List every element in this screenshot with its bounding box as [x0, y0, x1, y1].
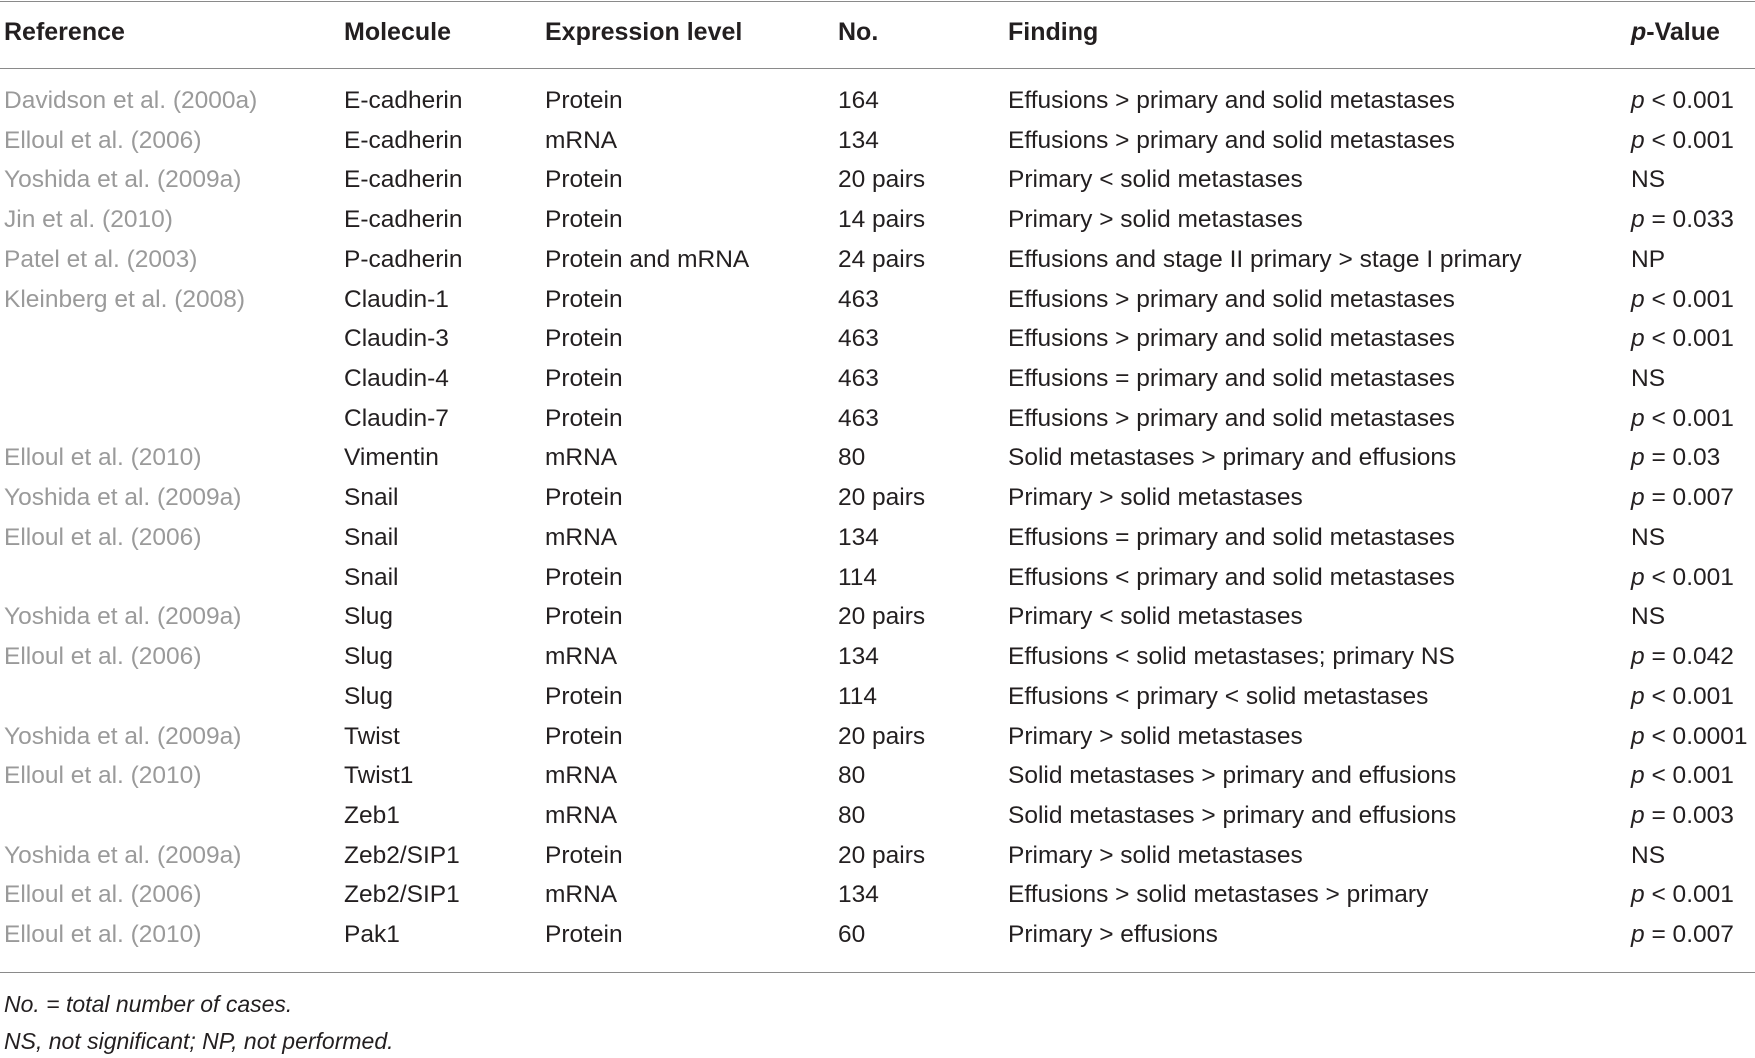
cell-p-value: p < 0.001: [1631, 404, 1734, 432]
cell-expression-level: Protein: [545, 166, 623, 194]
cell-p-value: p = 0.03: [1631, 444, 1721, 472]
table-row: [0, 717, 1755, 757]
cell-finding: Effusions < solid metastases; primary NS: [1008, 643, 1455, 671]
cell-expression-level: mRNA: [545, 881, 618, 909]
cell-finding: Primary < solid metastases: [1008, 603, 1303, 631]
cell-reference: Elloul et al. (2010): [4, 444, 202, 472]
cell-p-value: p < 0.001: [1631, 126, 1734, 154]
cell-molecule: Twist: [344, 722, 400, 750]
cell-expression-level: Protein: [545, 285, 623, 313]
header-molecule: Molecule: [344, 18, 451, 46]
cell-number: 134: [838, 523, 879, 551]
cell-expression-level: mRNA: [545, 444, 618, 472]
cell-finding: Effusions > primary and solid metastases: [1008, 285, 1455, 313]
cell-reference: Yoshida et al. (2009a): [4, 841, 242, 869]
cell-molecule: Twist1: [344, 762, 414, 790]
cell-finding: Effusions > primary and solid metastases: [1008, 87, 1455, 114]
cell-p-value: p < 0.001: [1631, 682, 1734, 710]
header-finding: Finding: [1008, 18, 1099, 46]
cell-finding: Effusions > primary and solid metastases: [1008, 404, 1455, 432]
cell-expression-level: Protein: [545, 682, 623, 710]
table-row: [0, 240, 1755, 280]
cell-p-value: p < 0.001: [1631, 285, 1734, 313]
cell-finding: Effusions < primary < solid metastases: [1008, 682, 1429, 710]
cell-expression-level: Protein: [545, 325, 623, 353]
cell-p-value: p = 0.003: [1631, 801, 1734, 829]
cell-reference: Jin et al. (2010): [4, 206, 173, 234]
cell-molecule: Claudin-1: [344, 285, 449, 313]
cell-expression-level: Protein: [545, 603, 623, 631]
cell-expression-level: Protein: [545, 206, 623, 234]
cell-p-value: p < 0.001: [1631, 881, 1734, 909]
table-row: [0, 478, 1755, 518]
cell-finding: Effusions = primary and solid metastases: [1008, 365, 1455, 393]
cell-molecule: E-cadherin: [344, 206, 463, 234]
cell-number: 24 pairs: [838, 245, 926, 273]
cell-finding: Primary > solid metastases: [1008, 206, 1303, 234]
cell-reference: Elloul et al. (2006): [4, 881, 202, 909]
footnote-number-definition: No. = total number of cases.: [4, 991, 293, 1017]
cell-p-value: NP: [1631, 245, 1666, 273]
cell-molecule: Slug: [344, 682, 394, 710]
table-row: [0, 637, 1755, 677]
cell-finding: Effusions and stage II primary > stage I primary: [1008, 245, 1522, 273]
cell-p-value: p = 0.042: [1631, 643, 1734, 671]
cell-finding: Solid metastases > primary and effusions: [1008, 444, 1457, 472]
cell-number: 114: [838, 682, 878, 710]
table-header-rule: [0, 68, 1755, 69]
cell-reference: Yoshida et al. (2009a): [4, 603, 242, 631]
cell-p-value: p = 0.007: [1631, 921, 1734, 949]
table-row: [0, 359, 1755, 399]
cell-expression-level: Protein: [545, 87, 623, 114]
cell-p-value: p < 0.001: [1631, 563, 1734, 591]
cell-p-value: NS: [1631, 603, 1666, 631]
cell-expression-level: Protein: [545, 921, 623, 949]
cell-finding: Effusions > solid metastases > primary: [1008, 881, 1429, 909]
cell-molecule: E-cadherin: [344, 166, 463, 194]
cell-p-value: p = 0.033: [1631, 206, 1734, 234]
cell-number: 20 pairs: [838, 841, 926, 869]
cell-molecule: P-cadherin: [344, 245, 463, 273]
cell-number: 134: [838, 126, 879, 154]
cell-reference: Elloul et al. (2006): [4, 643, 202, 671]
table-row: [0, 875, 1755, 915]
header-p-value-italic: p: [1631, 18, 1647, 46]
cell-molecule: Snail: [344, 563, 399, 591]
cell-p-value: p < 0.0001: [1631, 722, 1748, 750]
cell-number: 80: [838, 801, 866, 829]
header-number: No.: [838, 18, 879, 46]
header-p-value-suffix: -Value: [1646, 18, 1720, 46]
cell-number: 463: [838, 325, 879, 353]
table-top-rule: [0, 1, 1755, 2]
cell-number: 20 pairs: [838, 166, 926, 194]
table-row: [0, 558, 1755, 598]
cell-molecule: Zeb2/SIP1: [344, 841, 460, 869]
cell-reference: Yoshida et al. (2009a): [4, 166, 242, 194]
header-p-value: [1631, 14, 1720, 50]
cell-finding: Effusions = primary and solid metastases: [1008, 523, 1455, 551]
table-row: [0, 796, 1755, 836]
cell-finding: Primary > solid metastases: [1008, 841, 1303, 869]
table-row: [0, 836, 1755, 876]
cell-number: 463: [838, 285, 879, 313]
cell-molecule: Claudin-3: [344, 325, 449, 353]
cell-expression-level: Protein: [545, 722, 623, 750]
cell-finding: Effusions < primary and solid metastases: [1008, 563, 1455, 591]
cell-expression-level: Protein: [545, 484, 623, 512]
cell-finding: Effusions > primary and solid metastases: [1008, 126, 1455, 154]
table-row: [0, 438, 1755, 478]
cell-p-value: p < 0.001: [1631, 87, 1734, 114]
table-row: [0, 756, 1755, 796]
table-row: [0, 915, 1755, 955]
cell-expression-level: Protein: [545, 563, 623, 591]
cell-molecule: Snail: [344, 484, 399, 512]
cell-expression-level: Protein and mRNA: [545, 245, 750, 273]
header-expression-level: Expression level: [545, 18, 743, 46]
cell-p-value: p = 0.007: [1631, 484, 1734, 512]
cell-reference: Kleinberg et al. (2008): [4, 285, 246, 313]
cell-number: 20 pairs: [838, 722, 926, 750]
cell-number: 60: [838, 921, 866, 949]
cell-number: 114: [838, 563, 878, 591]
cell-reference: Patel et al. (2003): [4, 245, 198, 273]
cell-reference: Elloul et al. (2006): [4, 126, 202, 154]
footnote-abbreviations: NS, not significant; NP, not performed.: [4, 1028, 394, 1054]
cell-finding: Solid metastases > primary and effusions: [1008, 762, 1457, 790]
cell-number: 463: [838, 404, 879, 432]
table-row: [0, 518, 1755, 558]
cell-p-value: p < 0.001: [1631, 762, 1734, 790]
cell-finding: Effusions > primary and solid metastases: [1008, 325, 1455, 353]
cell-expression-level: Protein: [545, 404, 623, 432]
cell-p-value: p < 0.001: [1631, 325, 1734, 353]
table-row: [0, 597, 1755, 637]
cell-finding: Primary > effusions: [1008, 921, 1218, 949]
cell-p-value: NS: [1631, 166, 1666, 194]
header-reference: Reference: [4, 18, 125, 46]
cell-reference: Yoshida et al. (2009a): [4, 484, 242, 512]
table-row: [0, 160, 1755, 200]
table-row: [0, 81, 1755, 121]
cell-number: 80: [838, 762, 866, 790]
cell-molecule: Zeb1: [344, 801, 400, 829]
cell-number: 134: [838, 643, 879, 671]
cell-molecule: Snail: [344, 523, 399, 551]
cell-number: 463: [838, 365, 879, 393]
cell-number: 134: [838, 881, 879, 909]
cell-finding: Primary > solid metastases: [1008, 722, 1303, 750]
cell-p-value: NS: [1631, 365, 1666, 393]
cell-number: 20 pairs: [838, 603, 926, 631]
table-row: [0, 399, 1755, 439]
cell-p-value: NS: [1631, 841, 1666, 869]
cell-reference: Elloul et al. (2010): [4, 921, 202, 949]
cell-p-value: NS: [1631, 523, 1666, 551]
cell-molecule: Vimentin: [344, 444, 439, 472]
cell-molecule: E-cadherin: [344, 126, 463, 154]
cell-finding: Solid metastases > primary and effusions: [1008, 801, 1457, 829]
cell-finding: Primary > solid metastases: [1008, 484, 1303, 512]
table-row: [0, 319, 1755, 359]
table-row: [0, 280, 1755, 320]
cell-number: 164: [838, 87, 879, 114]
cell-number: 20 pairs: [838, 484, 926, 512]
cell-expression-level: Protein: [545, 365, 623, 393]
cell-expression-level: Protein: [545, 841, 623, 869]
cell-expression-level: mRNA: [545, 801, 618, 829]
cell-expression-level: mRNA: [545, 523, 618, 551]
cell-molecule: Claudin-7: [344, 404, 449, 432]
cell-finding: Primary < solid metastases: [1008, 166, 1303, 194]
cell-reference: Elloul et al. (2006): [4, 523, 202, 551]
table-row: [0, 677, 1755, 717]
cell-number: 80: [838, 444, 866, 472]
cell-molecule: Slug: [344, 603, 394, 631]
cell-molecule: E-cadherin: [344, 87, 463, 114]
cell-expression-level: mRNA: [545, 126, 618, 154]
cell-expression-level: mRNA: [545, 643, 618, 671]
table-row: [0, 121, 1755, 161]
cell-molecule: Pak1: [344, 921, 400, 949]
cell-reference: Elloul et al. (2010): [4, 762, 202, 790]
cell-reference: Davidson et al. (2000a): [4, 87, 258, 114]
cell-reference: Yoshida et al. (2009a): [4, 722, 242, 750]
cell-molecule: Claudin-4: [344, 365, 449, 393]
cell-molecule: Slug: [344, 643, 394, 671]
cell-molecule: Zeb2/SIP1: [344, 881, 460, 909]
cell-number: 14 pairs: [838, 206, 926, 234]
cell-expression-level: mRNA: [545, 762, 618, 790]
table-row: [0, 200, 1755, 240]
table-bottom-rule: [0, 972, 1755, 973]
